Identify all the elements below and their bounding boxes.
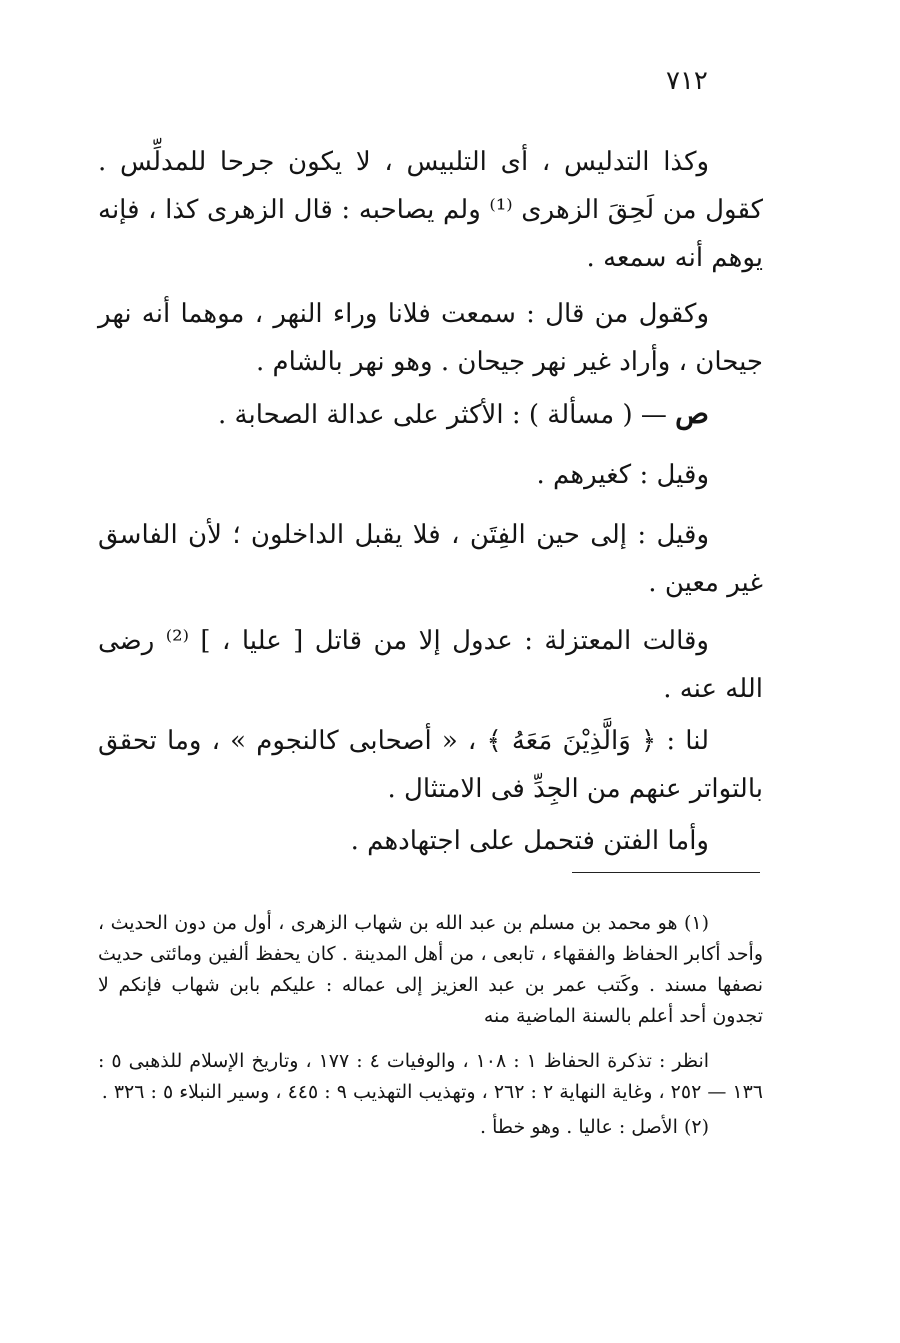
masala-heading — [98, 390, 763, 439]
paragraph-tadlis: وكذا التدليس ، أى التلبيس ، لا يكون جرحا للمدلِّس . كقول من لَحِقَ الزهرى ⁽¹⁾ ولم يصاحبه : قال الزهرى كذا ، فإنه يوهم أنه سمعه . — [98, 147, 763, 273]
masala-text: — ( مسألة ) : الأكثر على عدالة الصحابة . — [218, 400, 676, 430]
main-text — [98, 138, 763, 865]
paragraph-mutazila: وقالت المعتزلة : عدول إلا من قاتل [ عليا ، ] ⁽²⁾ رضى الله عنه . — [98, 626, 763, 704]
footnote-1-references: انظر : تذكرة الحفاظ ١ : ١٠٨ ، والوفيات ٤ : ١٧٧ ، وتاريخ الإسلام للذهبى ٥ : ١٣٦ — ٢٥٢ ، وغاية النهاية ٢ : ٢٦٢ ، وتهذيب التهذيب ٩ : ٤٤٥ ، وسير النبلاء ٥ : ٣٢٦ . — [98, 1050, 763, 1103]
sad-marker: ص — [675, 397, 709, 430]
paragraph-nahr: وكقول من قال : سمعت فلانا وراء النهر ، موهما أنه نهر جيحان ، وأراد غير نهر جيحان . وهو نهر بالشام . — [98, 299, 763, 377]
footnote-1: (١) هو محمد بن مسلم بن عبد الله بن شهاب الزهرى ، أول من دون الحديث ، وأحد أكابر الحفاظ والفقهاء ، تابعى ، من أهل المدينة . كان يحفظ ألفين ومائتى حديث نصفها مسند . وكَتب عمر بن عبد العزيز إلى عماله : عليكم بابن شهاب فإنكم لا تجدون أحد أعلم بالسنة الماضية منه — [98, 912, 763, 1027]
paragraph-lana: لنا : ﴿ وَالَّذِيْنَ مَعَهُ ﴾ ، « أصحابى كالنجوم » ، وما تحقق بالتواتر عنهم من الجِدِّ فى الامتثال . — [98, 726, 763, 804]
footnotes — [98, 908, 763, 1143]
paragraph-qil-2: وقيل : إلى حين الفِتَن ، فلا يقبل الداخلون ؛ لأن الفاسق غير معين . — [98, 520, 763, 598]
page-number: ٧١٢ — [666, 66, 708, 96]
paragraph-fitan: وأما الفتن فتحمل على اجتهادهم . — [350, 826, 709, 856]
footnote-separator — [572, 872, 760, 873]
footnote-2: (٢) الأصل : عاليا . وهو خطأ . — [479, 1116, 709, 1138]
paragraph-qil-1: وقيل : كغيرهم . — [536, 460, 709, 490]
